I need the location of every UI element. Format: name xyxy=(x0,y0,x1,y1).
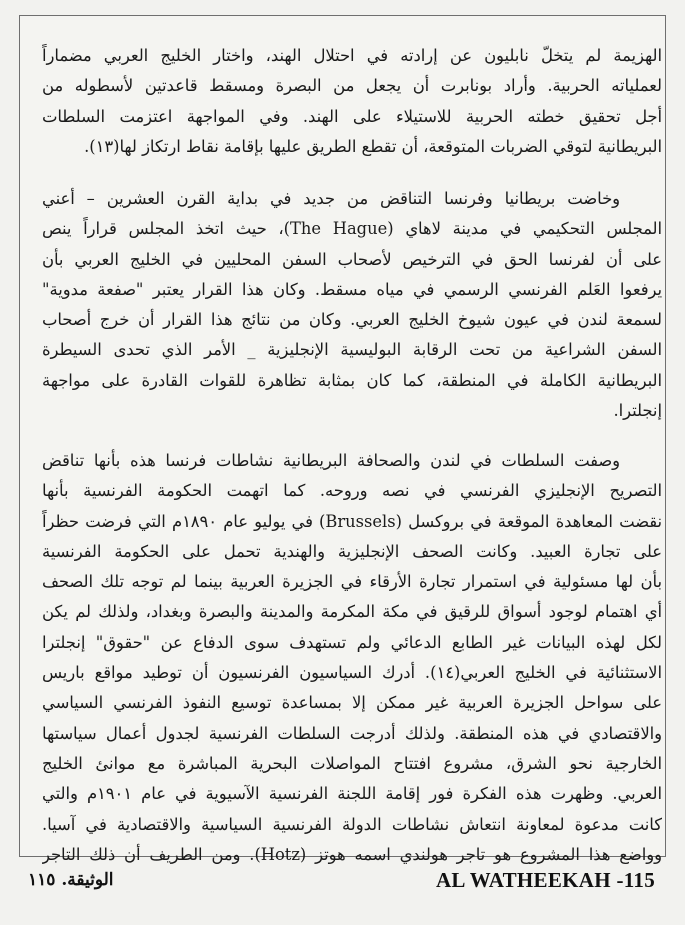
text-line: الخارجية نحو الشرق، مشروع افتتاح المواصلات البحرية المباشرة مع موانئ الخليج xyxy=(42,753,662,773)
text-line: وخاضت بريطانيا وفرنسا التناقض من جديد في بداية القرن العشرين – أعني xyxy=(42,189,620,208)
text-line: الاستثنائية في الخليج العربي(١٤). أدرك السياسيون الفرنسيون أن توطيد مواقع باريس xyxy=(42,663,662,683)
text-line: كانت مدعوة لمعاونة انتعاش نشاطات الدولة الفرنسية السياسية والاقتصادية في آسيا. xyxy=(42,814,662,834)
text-line: إنجلترا. xyxy=(613,401,662,421)
text-line: بأن لها مسئولية في استمرار تجارة الأرقاء في الجزيرة العربية بينما لم توجه تلك الصحف xyxy=(42,572,662,592)
text-line: نقضت المعاهدة الموقعة في بروكسل (Brussels) في يوليو عام ١٨٩٠م التي فرضت حظراً xyxy=(42,511,662,531)
text-line: لسمعة لندن في عيون شيوخ الخليج العربي. وكان من نتائج هذا القرار أن خرج أصحاب xyxy=(42,310,662,330)
text-line: لكل لهذه البيانات غير الطابع الدعائي ولم تستهدف سوى الدفاع عن "حقوق" إنجلترا xyxy=(42,632,662,652)
text-line: المجلس التحكيمي في مدينة لاهاي (The Hague)، حيث اتخذ المجلس قراراً ينص xyxy=(42,219,662,239)
text-line: وواضع هذا المشروع هو تاجر هولندي اسمه هوتز (Hotz). ومن الطريف أن ذلك التاجر xyxy=(42,844,662,864)
footer-english-label: AL WATHEEKAH -115 xyxy=(435,868,655,892)
text-line: على تجارة العبيد. وكانت الصحف الإنجليزية والهندية تحمل على الحكومة الفرنسية xyxy=(42,541,662,561)
paragraph-3 xyxy=(42,446,662,870)
text-frame xyxy=(19,15,666,864)
text-line: يرفعوا العَلم الفرنسي الرسمي في مياه مسقط. وكان هذا القرار يعتبر "صفعة مدوية" xyxy=(42,279,662,299)
text-line: السفن الشراعية من تحت الرقابة البوليسية الإنجليزية _ الأمر الذي تحدى السيطرة xyxy=(42,340,662,360)
text-line: أجل تحقيق خطته الحربية للاستيلاء على الهند. وفي المواجهة اعتزمت السلطات xyxy=(42,106,662,126)
text-line: على سواحل الجزيرة العربية غير ممكن إلا بمساعدة توسيع النفوذ الفرنسي السياسي xyxy=(42,693,662,713)
text-line: لعملياته الحربية. وأراد بونابرت أن يجعل من البصرة ومسقط قاعدتين لأسطوله من xyxy=(42,76,662,96)
text-line: أي اهتمام لوجود أسواق للرقيق في مكة المكرمة والمدينة والبصرة وبغداد، ولذلك لم يكن xyxy=(42,602,662,622)
text-line: الهزيمة لم يتخلّ نابليون عن إرادته في احتلال الهند، واختار الخليج العربي مضماراً xyxy=(42,46,662,65)
text-line: على أن لفرنسا الحق في الترخيص لأصحاب السفن المحليين في الخليج العربي بأن xyxy=(42,249,662,269)
text-line: التصريح الإنجليزي الفرنسي في نصه وروحه. كما اتهمت الحكومة الفرنسية بأنها xyxy=(42,481,662,501)
text-line: والاقتصادي في هذه المنطقة. ولذلك أدرجت السلطات الفرنسية لجدول أعمال سياستها xyxy=(42,723,662,743)
paragraph-1 xyxy=(42,41,662,162)
page-footer xyxy=(0,860,685,910)
text-line: البريطانية الكاملة في المنطقة، كما كان بمثابة تظاهرة للقوات القادرة على مواجهة xyxy=(42,370,662,390)
text-line: وصفت السلطات في لندن والصحافة البريطانية نشاطات فرنسا هذه بأنها تناقض xyxy=(42,451,620,470)
text-line: البريطانية لتوقي الضربات المتوقعة، أن تقطع الطريق عليها بإقامة نقاط ارتكاز لها(١٣). xyxy=(84,136,662,156)
paragraph-2 xyxy=(42,184,662,426)
footer-arabic-label: الوثيقة. ١١٥ xyxy=(28,870,114,890)
text-line: العربي. وظهرت هذه الفكرة فور إقامة اللجنة الفرنسية الآسيوية في عام ١٩٠١م والتي xyxy=(42,784,662,804)
